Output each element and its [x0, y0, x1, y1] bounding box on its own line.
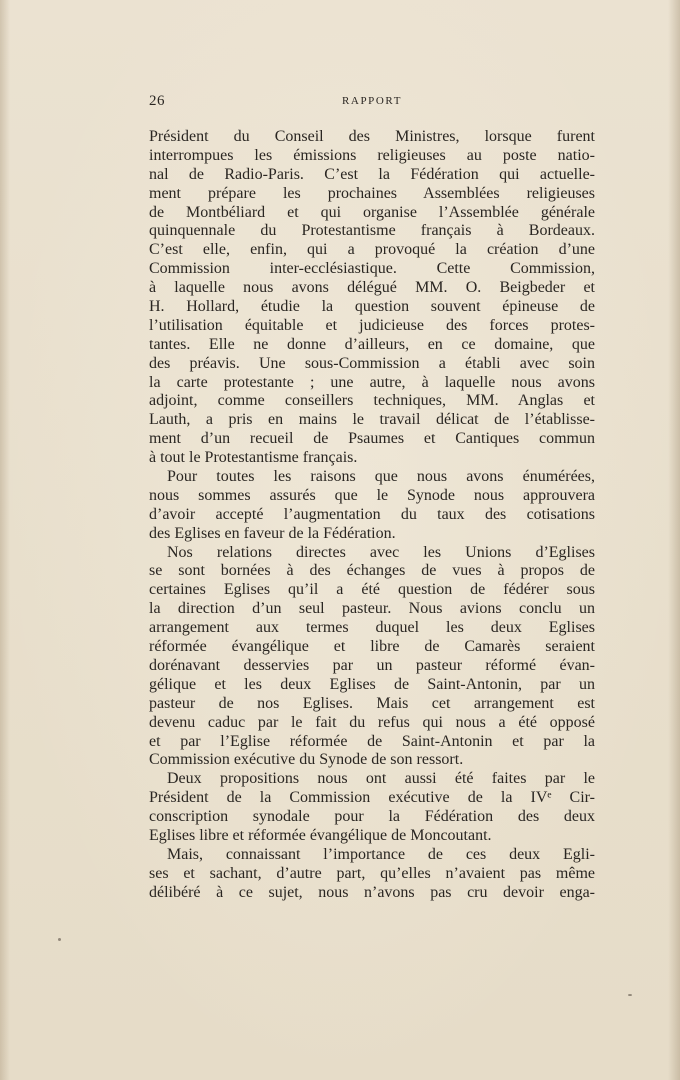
text-line: Président de la Commission exécutive de la IVᵉ Cir- — [149, 789, 595, 807]
text-line: ment prépare les prochaines Assemblées religieuses — [149, 184, 595, 202]
text-line: H. Hollard, étudie la question souvent épineuse de — [149, 298, 595, 316]
text-line: d’avoir accepté l’augmentation du taux des cotisations — [149, 505, 595, 523]
text-line: dorénavant desservies par un pasteur réformé évan- — [149, 656, 595, 674]
text-line: Pour toutes les raisons que nous avons énumérées, — [167, 468, 595, 486]
text-line: Nos relations directes avec les Unions d’Eglises — [167, 543, 595, 561]
text-line: quinquennale du Protestantisme français à Bordeaux. — [149, 222, 595, 240]
text-line: interrompues les émissions religieuses au poste natio- — [149, 146, 595, 164]
text-line: devenu caduc par le fait du refus qui nous a été opposé — [149, 713, 595, 731]
text-line: la direction d’un seul pasteur. Nous avions conclu un — [149, 600, 595, 618]
text-line: des préavis. Une sous-Commission a établi avec soin — [149, 354, 595, 372]
text-line: nal de Radio-Paris. C’est la Fédération qui actuelle- — [149, 165, 595, 183]
text-line: de Montbéliard et qui organise l’Assemblée générale — [149, 203, 595, 221]
paper-speck — [628, 994, 632, 996]
text-line: Deux propositions nous ont aussi été faites par le — [167, 770, 595, 788]
text-line: adjoint, comme conseillers techniques, MM. Anglas et — [149, 392, 595, 410]
text-line: pasteur de nos Eglises. Mais cet arrangement est — [149, 694, 595, 712]
text-line: réformée évangélique et libre de Camarès seraient — [149, 638, 595, 656]
page-edge-right — [668, 0, 680, 1080]
text-line: arrangement aux termes duquel les deux Eglises — [149, 619, 595, 637]
page-header — [149, 93, 595, 113]
text-line: l’utilisation équitable et judicieuse des forces protes- — [149, 316, 595, 334]
text-line: des Eglises en faveur de la Fédération. — [149, 524, 396, 542]
body-text — [149, 128, 595, 903]
text-line: Président du Conseil des Ministres, lorsque furent — [149, 128, 595, 145]
text-line: Lauth, a pris en mains le travail délicat de l’établisse- — [149, 411, 595, 429]
text-line: certaines Eglises qu’il a été question de fédérer sous — [149, 581, 595, 599]
text-line: Eglises libre et réformée évangélique de Moncoutant. — [149, 826, 492, 844]
text-line: délibéré à ce sujet, nous n’avons pas cru devoir enga- — [149, 883, 595, 901]
text-line: à tout le Protestantisme français. — [149, 449, 358, 467]
text-line: C’est elle, enfin, qui a provoqué la création d’une — [149, 241, 595, 259]
text-line: la carte protestante ; une autre, à laquelle nous avons — [149, 373, 595, 391]
page-number: 26 — [149, 93, 165, 109]
text-line: tantes. Elle ne donne d’ailleurs, en ce domaine, que — [149, 335, 595, 353]
text-line: se sont bornées à des échanges de vues à propos de — [149, 562, 595, 580]
text-line: nous sommes assurés que le Synode nous approuvera — [149, 486, 595, 504]
text-line: ment d’un recueil de Psaumes et Cantiques commun — [149, 430, 595, 448]
text-line: gélique et les deux Eglises de Saint-Antonin, par un — [149, 675, 595, 693]
text-line: ses et sachant, d’autre part, qu’elles n’avaient pas même — [149, 864, 595, 882]
text-line: Commission inter-ecclésiastique. Cette Commission, — [149, 260, 595, 278]
text-line: et par l’Eglise réformée de Saint-Antonin et par la — [149, 732, 595, 750]
running-head: RAPPORT — [341, 95, 403, 107]
text-line: à laquelle nous avons délégué MM. O. Beigbeder et — [149, 279, 595, 297]
page-edge-left — [0, 0, 10, 1080]
text-line: Commission exécutive du Synode de son ressort. — [149, 751, 464, 769]
paper-speck — [58, 938, 61, 941]
text-line: conscription synodale pour la Fédération des deux — [149, 808, 595, 826]
text-line: Mais, connaissant l’importance de ces deux Egli- — [167, 845, 595, 863]
